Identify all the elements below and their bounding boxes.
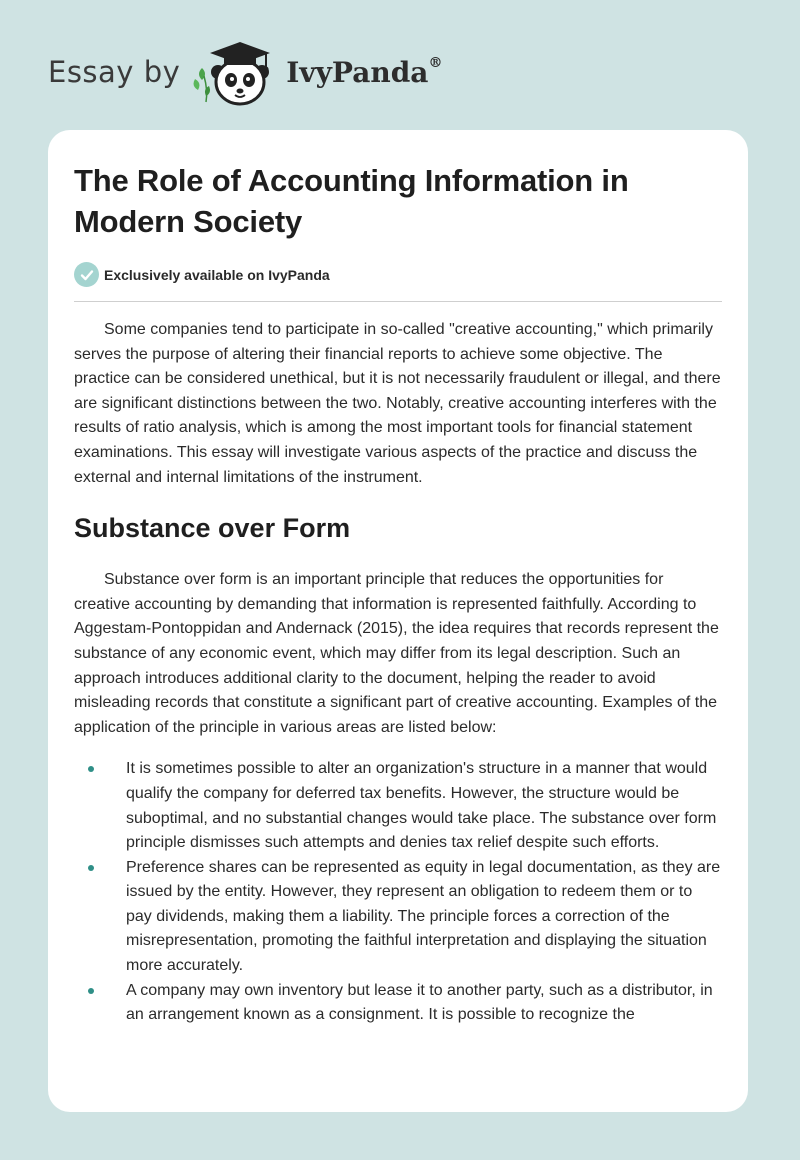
- exclusive-badge: [74, 262, 722, 302]
- section-paragraph: Substance over form is an important principle that reduces the opportunities for creative accounting by demanding that information is represented faithfully. According to Aggestam-Pontoppidan and Andernack (2015), the idea requires that records represent the substance of any economic event, which may differ from its legal description. Such an approach introduces additional clarity to the document, helping the reader to avoid misleading records that constitute a significant part of creative accounting. Examples of the application of the principle in various areas are listed below:: [74, 571, 719, 736]
- list-item: [74, 979, 722, 1028]
- brand-name: IvyPanda®: [286, 55, 443, 89]
- examples-list: [74, 757, 722, 1028]
- panda-logo-icon: [192, 36, 284, 108]
- essay-card: [48, 130, 748, 1112]
- list-item-text: A company may own inventory but lease it to another party, such as a distributor, in an arrangement known as a consignment. It is possible to recognize the: [126, 981, 713, 1024]
- list-item: [74, 856, 722, 979]
- brand-prefix: Essay by: [48, 55, 181, 89]
- list-item: [74, 757, 722, 855]
- bullet-icon: [88, 766, 94, 772]
- check-icon: [74, 262, 99, 287]
- page-title: The Role of Accounting Information in Modern Society: [74, 163, 629, 239]
- bullet-icon: [88, 988, 94, 994]
- section-heading: Substance over Form: [74, 513, 351, 544]
- bullet-icon: [88, 865, 94, 871]
- intro-paragraph: Some companies tend to participate in so-called "creative accounting," which primarily serves the purpose of altering their financial reports to achieve some objective. The practice can be considered unethical, but it is not necessarily fraudulent or illegal, and there are significant distinctions between the two. Notably, creative accounting interferes with the results of ratio analysis, which is among the most important tools for financial statement examinations. This essay will investigate various aspects of the practice and discuss the external and internal limitations of the instrument.: [74, 321, 721, 486]
- brand-header[interactable]: [48, 36, 442, 108]
- list-item-text: Preference shares can be represented as equity in legal documentation, as they are issued by the entity. However, they represent an obligation to redeem them or to pay dividends, making them a liability. The principle forces a correction of the misrepresentation, promoting the faithful interpretation and displaying the situation more accurately.: [126, 858, 721, 975]
- list-item-text: It is sometimes possible to alter an organization's structure in a manner that would qualify the company for deferred tax benefits. However, the structure would be suboptimal, and no substantial changes would take place. The substance over form principle dismisses such attempts and denies tax relief despite such efforts.: [126, 760, 717, 852]
- exclusive-label: Exclusively available on IvyPanda: [104, 266, 330, 283]
